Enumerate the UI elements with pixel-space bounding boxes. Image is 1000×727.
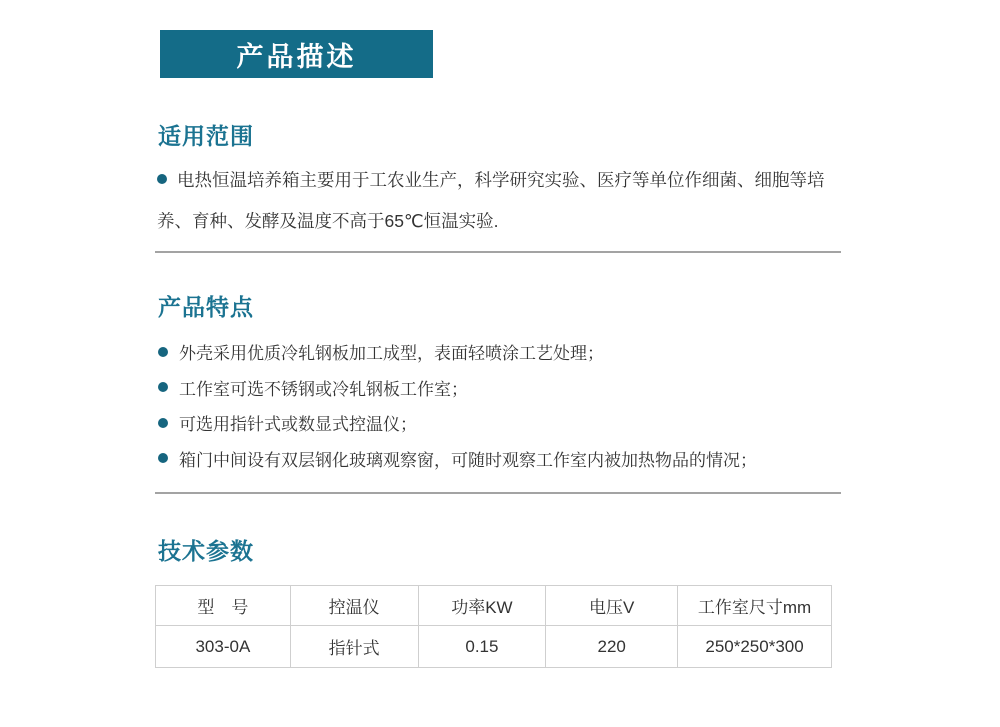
section-divider (155, 251, 841, 253)
table-cell: 250*250*300 (678, 626, 832, 668)
bullet-icon (158, 453, 168, 463)
bullet-icon (158, 382, 168, 392)
features-list (158, 334, 848, 476)
table-header-cell: 工作室尺寸mm (678, 586, 832, 626)
table-header-cell: 控温仪 (290, 586, 418, 626)
scope-paragraph (157, 160, 845, 242)
table-header-cell: 电压V (546, 586, 678, 626)
table-cell: 303-0A (156, 626, 291, 668)
table-header-cell: 功率KW (418, 586, 546, 626)
table-cell: 指针式 (290, 626, 418, 668)
section-divider (155, 492, 841, 494)
specs-table (155, 585, 832, 668)
table-header-cell: 型 号 (156, 586, 291, 626)
list-item (158, 405, 848, 441)
table-row (156, 626, 832, 668)
feature-text: 工作室可选不锈钢或冷轧钢板工作室； (179, 379, 468, 399)
list-item (158, 370, 848, 406)
bullet-icon (157, 174, 167, 184)
banner-title: 产品描述 (236, 41, 357, 72)
list-item (158, 334, 848, 370)
banner-product-description (160, 30, 433, 78)
section-heading-specs: 技术参数 (158, 538, 254, 564)
table-cell: 220 (546, 626, 678, 668)
table-header-row (156, 586, 832, 626)
feature-text: 箱门中间设有双层钢化玻璃观察窗，可随时观察工作室内被加热物品的情况； (179, 450, 757, 470)
section-heading-features: 产品特点 (158, 294, 254, 320)
bullet-icon (158, 418, 168, 428)
scope-paragraph-text: 电热恒温培养箱主要用于工农业生产，科学研究实验、医疗等单位作细菌、细胞等培养、育种、发酵及温度不高于65℃恒温实验. (157, 170, 825, 231)
section-heading-scope: 适用范围 (158, 123, 254, 149)
list-item (158, 441, 848, 477)
feature-text: 可选用指针式或数显式控温仪； (179, 415, 417, 435)
bullet-icon (158, 347, 168, 357)
table-cell: 0.15 (418, 626, 546, 668)
feature-text: 外壳采用优质冷轧钢板加工成型，表面轻喷涂工艺处理； (179, 344, 604, 364)
